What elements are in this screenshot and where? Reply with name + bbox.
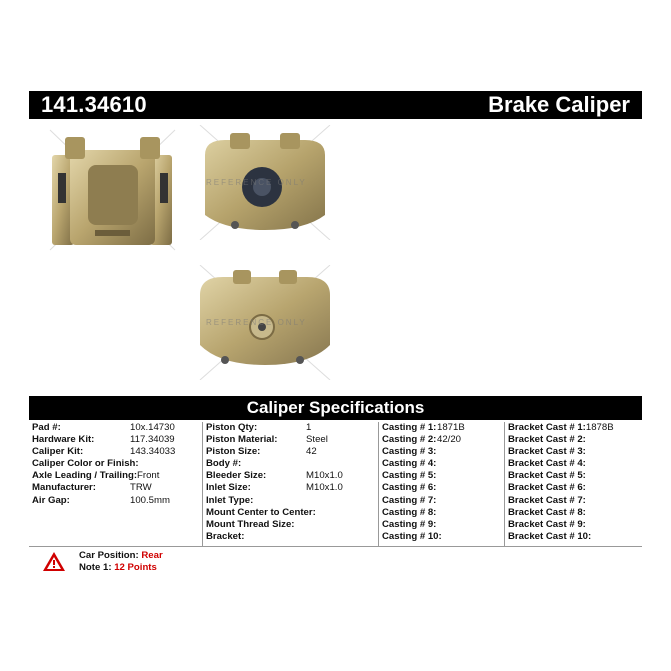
- spec-label: Inlet Type:: [206, 494, 254, 506]
- spec-row: [206, 519, 376, 531]
- spec-row: [206, 482, 376, 494]
- spec-label: Bleeder Size:: [206, 470, 267, 482]
- spec-value: 1: [306, 422, 312, 433]
- spec-title-bar: [29, 396, 642, 420]
- warning-icon: [42, 551, 66, 572]
- spec-row: [206, 434, 376, 446]
- spec-row: [32, 482, 200, 494]
- spec-column-2: [206, 422, 376, 543]
- spec-label: Casting # 4:: [382, 458, 437, 470]
- spec-column-3: [382, 422, 502, 543]
- spec-row: [508, 434, 638, 446]
- spec-row: [508, 470, 638, 482]
- spec-column-4: [508, 422, 638, 543]
- spec-column-1: [32, 422, 200, 507]
- spec-label: Piston Qty:: [206, 422, 258, 433]
- spec-label: Bracket Cast # 1:: [508, 422, 586, 433]
- spec-label: Axle Leading / Trailing:: [32, 470, 138, 482]
- spec-row: [508, 531, 638, 543]
- car-position-value: Rear: [141, 550, 163, 561]
- car-position-row: [79, 550, 163, 562]
- spec-row: [206, 422, 376, 434]
- spec-row: [382, 458, 502, 470]
- spec-label: Bracket Cast # 3:: [508, 446, 586, 458]
- spec-label: Casting # 10:: [382, 530, 442, 542]
- spec-label: Bracket Cast # 4:: [508, 458, 586, 470]
- spec-label: Casting # 6:: [382, 482, 437, 494]
- spec-row: [206, 458, 376, 470]
- spec-label: Bracket Cast # 6:: [508, 482, 586, 494]
- watermark-text-2: REFERENCE ONLY: [206, 318, 307, 327]
- header-bar: [29, 91, 642, 119]
- spec-row: [382, 470, 502, 482]
- spec-label: Caliper Kit:: [32, 446, 84, 458]
- spec-row: [206, 531, 376, 543]
- spec-value: 143.34033: [130, 446, 176, 458]
- spec-label: Bracket Cast # 8:: [508, 506, 586, 518]
- car-position-label: Car Position:: [79, 550, 139, 561]
- spec-value: 117.34039: [130, 434, 175, 446]
- spec-label: Piston Material:: [206, 434, 278, 446]
- note1-value: 12 Points: [114, 562, 157, 573]
- spec-row: [382, 434, 502, 446]
- spec-row: [32, 495, 200, 507]
- spec-label: Bracket:: [206, 530, 245, 542]
- spec-label: Mount Center to Center:: [206, 506, 316, 518]
- spec-value: 1878B: [585, 422, 614, 433]
- spec-label: Inlet Size:: [206, 482, 251, 494]
- spec-label: Casting # 7:: [382, 494, 437, 506]
- part-number: 141.34610: [41, 92, 147, 117]
- spec-row: [508, 422, 638, 434]
- spec-row: [508, 495, 638, 507]
- spec-row: [32, 446, 200, 458]
- caliper-photo-side: [40, 125, 185, 255]
- spec-label: Body #:: [206, 458, 242, 470]
- spec-label: Casting # 2:: [382, 434, 437, 446]
- spec-value: Front: [137, 470, 160, 482]
- spec-row: [206, 495, 376, 507]
- spec-label: Casting # 1:: [382, 422, 437, 433]
- spec-row: [508, 482, 638, 494]
- spec-label: Manufacturer:: [32, 482, 96, 494]
- spec-row: [508, 458, 638, 470]
- spec-value: M10x1.0: [306, 482, 343, 494]
- spec-row: [382, 495, 502, 507]
- spec-row: [382, 507, 502, 519]
- spec-label: Bracket Cast # 10:: [508, 530, 592, 542]
- spec-label: Casting # 8:: [382, 506, 437, 518]
- spec-label: Bracket Cast # 2:: [508, 434, 586, 446]
- spec-value: 1871B: [437, 422, 465, 433]
- spec-row: [508, 446, 638, 458]
- spec-label: Hardware Kit:: [32, 434, 95, 446]
- spec-value: 10x.14730: [130, 422, 175, 433]
- spec-row: [382, 519, 502, 531]
- product-name: Brake Caliper: [488, 92, 630, 117]
- spec-bottom-rule: [29, 546, 642, 547]
- spec-row: [382, 482, 502, 494]
- column-divider: [504, 422, 505, 546]
- spec-label: Bracket Cast # 5:: [508, 470, 586, 482]
- spec-label: Pad #:: [32, 422, 61, 433]
- spec-label: Casting # 3:: [382, 446, 437, 458]
- spec-label: Air Gap:: [32, 494, 70, 506]
- spec-value: 100.5mm: [130, 494, 170, 506]
- spec-value: M10x1.0: [306, 470, 343, 482]
- spec-label: Caliper Color or Finish:: [32, 458, 139, 470]
- spec-value: 42: [306, 446, 317, 458]
- spec-row: [508, 519, 638, 531]
- spec-value: 42/20: [437, 434, 462, 446]
- column-divider: [378, 422, 379, 546]
- spec-value: Steel: [306, 434, 328, 446]
- spec-row: [382, 531, 502, 543]
- spec-row: [206, 446, 376, 458]
- spec-row: [32, 470, 200, 482]
- spec-row: [206, 507, 376, 519]
- spec-row: [382, 422, 502, 434]
- column-divider: [202, 422, 203, 546]
- spec-value: TRW: [130, 482, 152, 494]
- spec-title: Caliper Specifications: [246, 398, 425, 417]
- spec-row: [206, 470, 376, 482]
- spec-label: Casting # 9:: [382, 518, 437, 530]
- watermark-text: REFERENCE ONLY: [206, 178, 307, 187]
- note1-label: Note 1:: [79, 562, 112, 573]
- spec-row: [508, 507, 638, 519]
- spec-row: [32, 422, 200, 434]
- note1-row: [79, 562, 157, 574]
- spec-row: [382, 446, 502, 458]
- spec-label: Piston Size:: [206, 446, 261, 458]
- spec-label: Mount Thread Size:: [206, 518, 295, 530]
- spec-label: Casting # 5:: [382, 470, 437, 482]
- spec-row: [32, 434, 200, 446]
- spec-label: Bracket Cast # 7:: [508, 494, 586, 506]
- spec-row: [32, 458, 200, 470]
- spec-label: Bracket Cast # 9:: [508, 518, 586, 530]
